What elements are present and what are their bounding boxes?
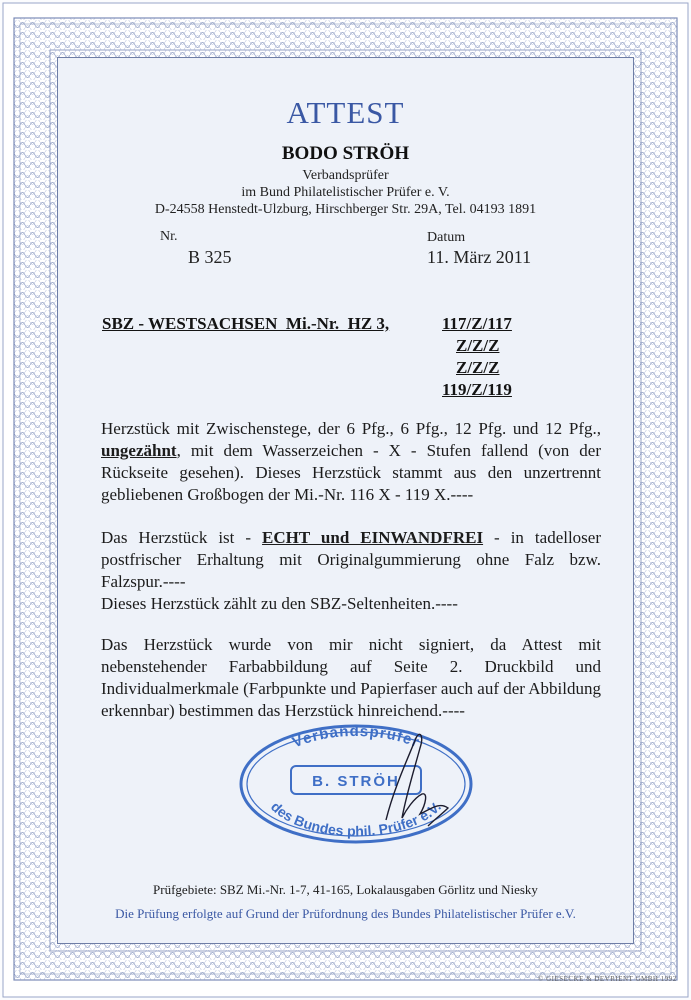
stamp-center-text: B. STRÖH	[312, 773, 400, 790]
examiner-association: im Bund Philatelistischer Prüfer e. V.	[241, 185, 450, 200]
stamp-top-text: Verbandsprüfer	[290, 722, 423, 752]
emphasis-imperforate: ungezähnt	[101, 441, 177, 460]
description-paragraph: Herzstück mit Zwischenstege, der 6 Pfg., 6 Pfg., 12 Pfg. und 12 Pfg., ungezähnt, mit dem Wasserzeichen - X - Stufen fallend (von der Rückseite gesehen). Dieses Herzstück stammt aus den unzertrennt gebliebenen Großbogen der Mi.-Nr. 116 X - 119 X.----	[101, 419, 601, 504]
examiner-address: D-24558 Henstedt-Ulzburg, Hirschberger Str. 29A, Tel. 04193 1891	[154, 202, 537, 217]
examiner-role: Verbandsprüfer	[302, 168, 389, 183]
certificate-date: 11. März 2011	[427, 247, 532, 267]
item-line-2: Z/Z/Z	[456, 336, 500, 355]
item-line-3: Z/Z/Z	[456, 358, 500, 377]
verdict-paragraph: Das Herzstück ist - ECHT und EINWANDFREI - in tadelloser postfrischer Erhaltung mit Originalgummierung ohne Falz bzw. Falzspur.---- Dieses Herzstück zählt zu den SBZ-Seltenheiten.----	[101, 528, 602, 613]
certificate-number: B 325	[188, 247, 232, 267]
number-label: Nr.	[160, 229, 178, 244]
stamp-bottom-text: des Bundes phil. Prüfer e.V.	[267, 798, 445, 840]
examiner-name: BODO STRÖH	[281, 143, 410, 164]
item-line-1: 117/Z/117	[442, 314, 512, 333]
examiner-stamp	[236, 718, 476, 848]
printer-imprint: © GIESECKE & DEVRIENT GMBH 1992	[538, 975, 677, 983]
date-label: Datum	[427, 230, 466, 245]
item-line-4: 119/Z/119	[442, 380, 512, 399]
signature-note-paragraph: Das Herzstück wurde von mir nicht signiert, da Attest mit nebenstehender Farbabbildung auf Seite 2. Druckbild und Individualmerkmale (Farbpunkte und Papierfaser auch auf der Abbildung erkennbar) bestimmen das Herzstück hinreichend.----	[101, 635, 601, 720]
rarity-statement: Dieses Herzstück zählt zu den SBZ-Seltenheiten.----	[101, 594, 458, 613]
verdict-genuine: ECHT und EINWANDFREI	[262, 528, 484, 547]
footer-regulation-note: Die Prüfung erfolgte auf Grund der Prüfordnung des Bundes Philatelistischer Prüfer e.V.	[115, 906, 576, 921]
item-heading: SBZ - WESTSACHSEN Mi.-Nr. HZ 3,	[102, 314, 390, 333]
footer-examination-fields: Prüfgebiete: SBZ Mi.-Nr. 1-7, 41-165, Lokalausgaben Görlitz und Niesky	[153, 882, 538, 897]
certificate-title: ATTEST	[286, 95, 405, 130]
